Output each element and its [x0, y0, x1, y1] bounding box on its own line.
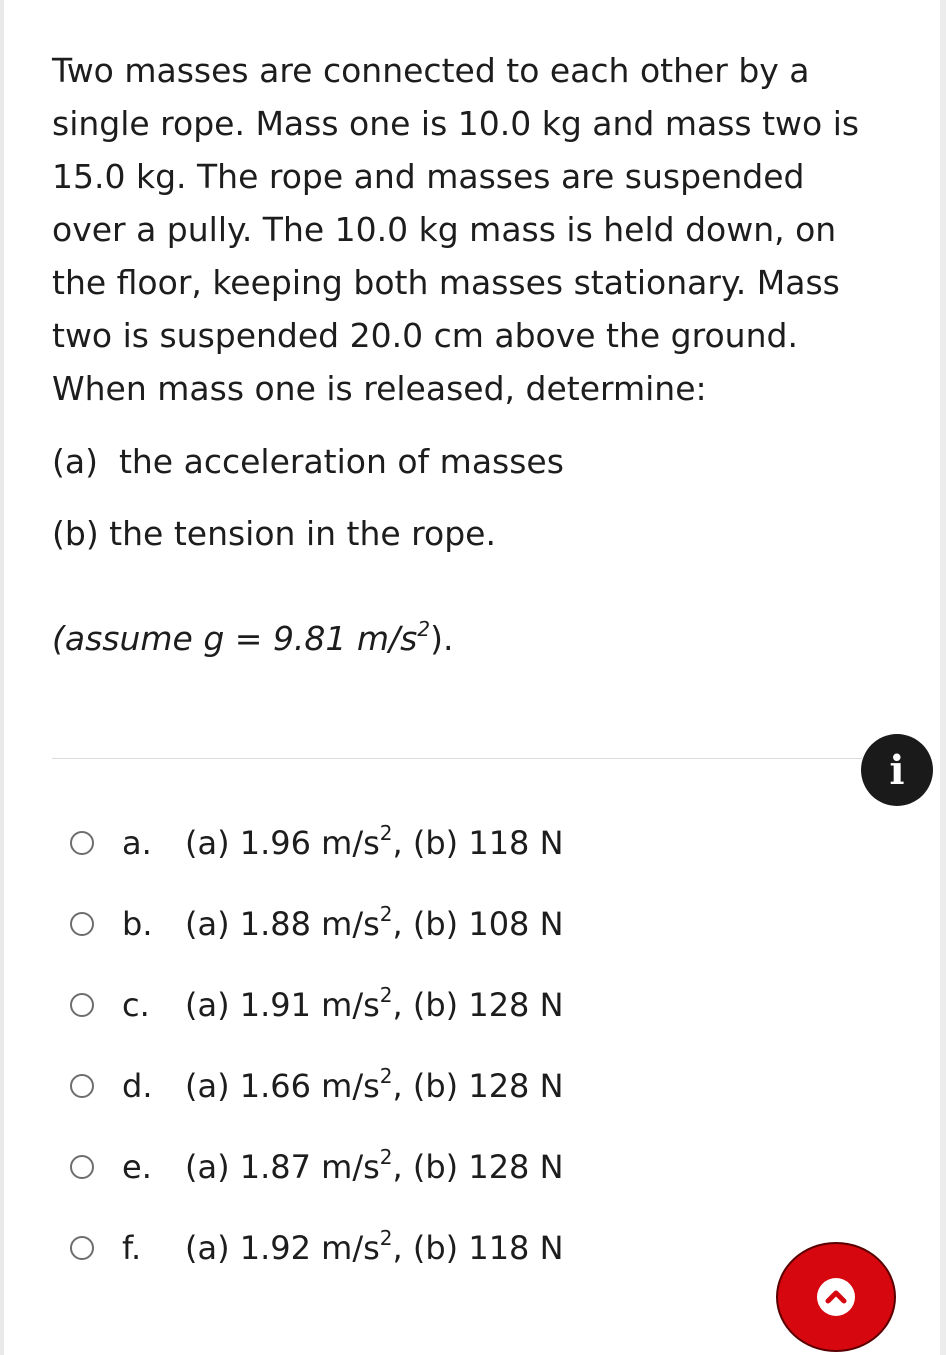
option-letter: e. [122, 1148, 152, 1186]
assumption-equals: = [224, 619, 273, 658]
answer-option-a[interactable] [70, 818, 630, 868]
info-icon[interactable] [861, 734, 933, 806]
option-text [185, 980, 564, 1030]
option-exponent: 2 [379, 821, 393, 845]
question-line: When mass one is released, determine: [52, 369, 707, 408]
option-letter: b. [122, 905, 153, 943]
question-line: single rope. Mass one is 10.0 kg and mass two is [52, 104, 860, 143]
question-line: 15.0 kg. The rope and masses are suspended [52, 157, 805, 196]
radio-button[interactable] [70, 993, 94, 1017]
option-tension: , (b) 128 N [392, 1148, 564, 1186]
option-text [185, 1142, 564, 1192]
radio-button[interactable] [70, 1074, 94, 1098]
left-edge [0, 0, 4, 1355]
assumption-prefix: (assume g [52, 619, 225, 658]
option-acceleration: (a) 1.66 m/s [185, 1067, 380, 1105]
question-block [52, 44, 882, 658]
option-letter: d. [122, 1067, 153, 1105]
radio-button[interactable] [70, 831, 94, 855]
option-acceleration: (a) 1.96 m/s [185, 824, 380, 862]
question-part-b: (b) the tension in the rope. [52, 514, 496, 553]
option-text [185, 818, 564, 868]
chevron-up-icon [817, 1278, 855, 1316]
scroll-to-top-button[interactable] [776, 1242, 896, 1352]
option-tension: , (b) 128 N [392, 1067, 564, 1105]
answer-option-d[interactable] [70, 1061, 630, 1111]
question-line: Two masses are connected to each other by a [52, 51, 810, 90]
radio-button[interactable] [70, 912, 94, 936]
question-part-a: (a) the acceleration of masses [52, 442, 564, 481]
option-acceleration: (a) 1.91 m/s [185, 986, 380, 1024]
option-exponent: 2 [379, 1145, 393, 1169]
chevron-up-svg [823, 1284, 849, 1310]
answer-option-f[interactable] [70, 1223, 630, 1273]
answer-option-c[interactable] [70, 980, 630, 1030]
option-tension: , (b) 118 N [392, 1229, 564, 1267]
option-tension: , (b) 108 N [392, 905, 564, 943]
option-exponent: 2 [379, 902, 393, 926]
divider [52, 758, 862, 759]
option-acceleration: (a) 1.92 m/s [185, 1229, 380, 1267]
option-letter: a. [122, 824, 152, 862]
option-text [185, 1061, 564, 1111]
answer-option-b[interactable] [70, 899, 630, 949]
option-text [185, 1223, 564, 1273]
option-exponent: 2 [379, 983, 393, 1007]
question-line: over a pully. The 10.0 kg mass is held down, on [52, 210, 837, 249]
right-scrollbar-track[interactable] [940, 0, 946, 1355]
option-acceleration: (a) 1.88 m/s [185, 905, 380, 943]
question-line: the floor, keeping both masses stationary. Mass [52, 263, 840, 302]
option-tension: , (b) 128 N [392, 986, 564, 1024]
assumption-suffix: ). [430, 619, 454, 658]
option-letter: c. [122, 986, 150, 1024]
info-glyph: i [889, 746, 905, 794]
option-text [185, 899, 564, 949]
option-tension: , (b) 118 N [392, 824, 564, 862]
radio-button[interactable] [70, 1155, 94, 1179]
option-exponent: 2 [379, 1226, 393, 1250]
assumption-exponent: 2 [417, 617, 431, 641]
radio-button[interactable] [70, 1236, 94, 1260]
assumption-value: 9.81 m/s [272, 619, 418, 658]
option-acceleration: (a) 1.87 m/s [185, 1148, 380, 1186]
answer-option-e[interactable] [70, 1142, 630, 1192]
question-text [52, 44, 882, 415]
question-line: two is suspended 20.0 cm above the ground. [52, 316, 798, 355]
option-exponent: 2 [379, 1064, 393, 1088]
assumption-note [52, 619, 453, 659]
option-letter: f. [122, 1229, 142, 1267]
